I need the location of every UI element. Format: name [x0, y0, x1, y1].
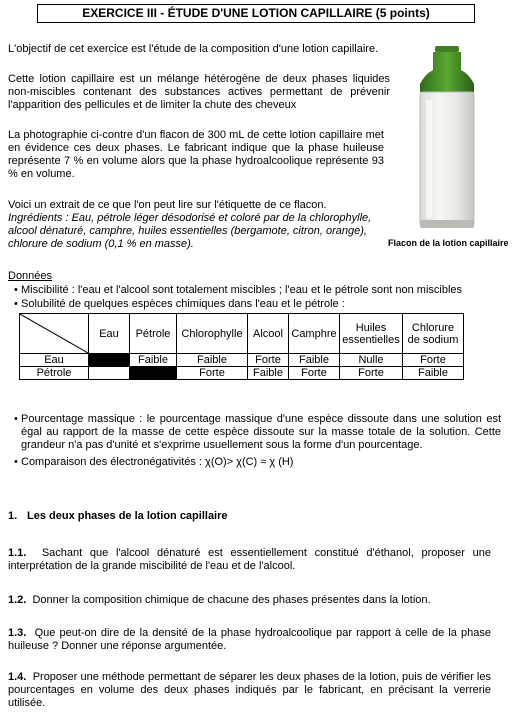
intro-paragraph-4: Voici un extrait de ce que l'on peut lire sur l'étiquette de ce flacon. [8, 199, 327, 211]
table-row [20, 354, 464, 367]
row-label: Eau [20, 354, 89, 367]
table-cell: Faible [289, 354, 340, 367]
bullet-icon: • [14, 298, 18, 310]
table-cell: Forte [340, 367, 403, 380]
table-header-cell: Eau [89, 314, 130, 354]
question-text: Que peut-on dire de la densité de la phase hydroalcoolique par rapport à celle de la phase huileuse ? Donner une réponse argumentée. [8, 627, 491, 652]
question-text: Sachant que l'alcool dénaturé est essentiellement constitué d'éthanol, proposer une interprétation de la grande miscibilité de l'eau et de l'alcool. [8, 547, 491, 572]
miscibility-text: Miscibilité : l'eau et l'alcool sont totalement miscibles ; l'eau et le pétrole sont non miscibles [21, 284, 463, 296]
question-number: 1.3. [8, 627, 27, 639]
ingredients-text: Ingrédients : Eau, pétrole léger désodorisé et coloré par de la chlorophylle, alcool dénaturé, camphre, huiles essentielles (bergamote, citron, orange), chlorure de sodium (0,1 % en masse). [8, 212, 372, 250]
table-header-cell: Chlorophylle [177, 314, 248, 354]
lotion-bottle-image [414, 44, 480, 232]
exercise-title: EXERCICE III - ÉTUDE D'UNE LOTION CAPILLAIRE (5 points) [37, 4, 475, 23]
donnees-heading: Données [8, 270, 53, 282]
section-1-title: Les deux phases de la lotion capillaire [27, 510, 228, 522]
question-1-2 [8, 594, 491, 607]
table-cell: Forte [403, 354, 464, 367]
table-cell: Faible [248, 367, 289, 380]
table-header-cell: Chlorure de sodium [403, 314, 464, 354]
table-cell: Forte [248, 354, 289, 367]
section-1-number: 1. [8, 510, 18, 522]
question-number: 1.1. [8, 547, 27, 559]
table-header-cell: Alcool [248, 314, 289, 354]
table-header-cell: Pétrole [130, 314, 177, 354]
table-cell: Nulle [340, 354, 403, 367]
mass-percentage-text: Pourcentage massique : le pourcentage massique d'une espèce dissoute dans une solution est égal au rapport de la masse de cette espèce dissoute sur la masse totale de la solution. Cette grandeur n'a pas d'unité et s'exprime usuellement sous la forme d'un pourcentage. [21, 413, 501, 451]
bullet-icon: • [14, 456, 18, 468]
question-1-4 [8, 671, 491, 710]
bullet-icon: • [14, 284, 18, 296]
question-1-1 [8, 547, 491, 573]
intro-paragraph-2: Cette lotion capillaire est un mélange hétérogène de deux phases liquides non-miscibles contenant des substances actives permettant de prévenir l'apparition des pellicules et de limiter la chute des cheveux [8, 73, 390, 111]
table-cell-blocked [130, 367, 177, 380]
question-number: 1.4. [8, 671, 27, 683]
intro-paragraph-1: L'objectif de cet exercice est l'étude de la composition d'une lotion capillaire. [8, 43, 379, 55]
table-row [20, 367, 464, 380]
figure-caption: Flacon de la lotion capillaire [388, 238, 509, 248]
question-text: Donner la composition chimique de chacune des phases présentes dans la lotion. [32, 594, 431, 606]
bullet-icon: • [14, 413, 18, 425]
intro-paragraph-3: La photographie ci-contre d'un flacon de 300 mL de cette lotion capillaire met en évidence ces deux phases. Le fabricant indique que la phase huileuse représente 7 % en volume alors que la phase hydroalcoolique représente 93 % en volume. [8, 129, 384, 180]
table-cell: Faible [403, 367, 464, 380]
solubility-intro: Solubilité de quelques espèces chimiques dans l'eau et le pétrole : [21, 298, 345, 310]
row-label: Pétrole [20, 367, 89, 380]
solubility-table [19, 313, 464, 380]
table-corner-cell [20, 314, 89, 354]
table-cell: Forte [289, 367, 340, 380]
electronegativity-text: Comparaison des électronégativités : χ(O)> χ(C) ≈ χ (H) [21, 456, 294, 468]
question-number: 1.2. [8, 594, 27, 606]
table-cell: Faible [177, 354, 248, 367]
table-cell-blocked [89, 354, 130, 367]
question-1-3 [8, 627, 491, 653]
question-text: Proposer une méthode permettant de séparer les deux phases de la lotion, puis de vérifier les pourcentages en volume des deux phases indiqués par le fabricant, en précisant la verrerie utilisée. [8, 671, 491, 709]
table-cell [89, 367, 130, 380]
table-cell: Faible [130, 354, 177, 367]
table-cell: Forte [177, 367, 248, 380]
table-header-cell: Huiles essentielles [340, 314, 403, 354]
table-header-cell: Camphre [289, 314, 340, 354]
